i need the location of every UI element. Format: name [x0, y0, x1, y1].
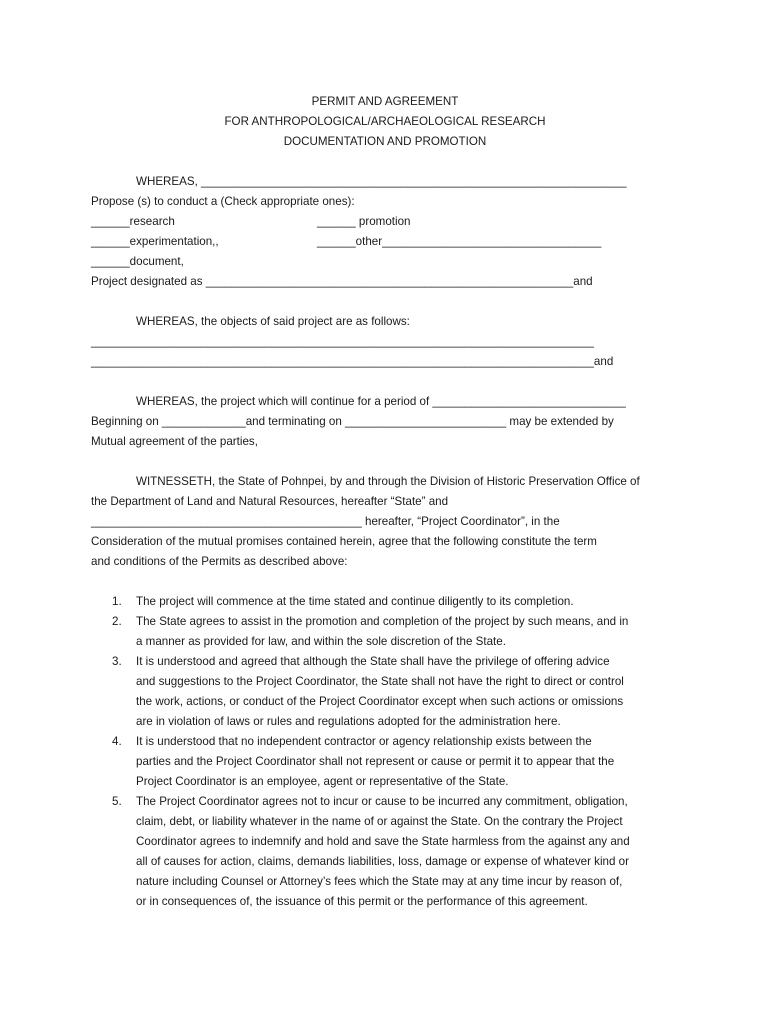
objects-blank-1: ______________________________________________________________________________: [91, 335, 594, 348]
whereas-dates: Beginning on _____________and terminating on _________________________ may be extended by: [91, 415, 614, 428]
item-line: It is understood and agreed that although the State shall have the privilege of offering advice: [136, 655, 610, 668]
option-promotion: ______ promotion: [317, 215, 411, 228]
item-line: or in consequences of, the issuance of this permit or the performance of this agreement.: [136, 895, 588, 908]
item-line: nature including Counsel or Attorney’s fees which the State may at any time incur by reason of,: [136, 875, 623, 888]
item-number: 3.: [112, 655, 122, 668]
title-line-1: PERMIT AND AGREEMENT: [311, 95, 459, 108]
title-line-2: FOR ANTHROPOLOGICAL/ARCHAEOLOGICAL RESEARCH: [224, 115, 546, 128]
item-line: parties and the Project Coordinator shall not represent or cause or permit it to appear that the: [136, 755, 615, 768]
item-line: and suggestions to the Project Coordinator, the State shall not have the right to direct or control: [136, 675, 624, 688]
option-document: ______document,: [91, 255, 184, 268]
witness-line-3: __________________________________________ hereafter, “Project Coordinator”, in the: [91, 515, 560, 528]
item-number: 2.: [112, 615, 122, 628]
item-number: 4.: [112, 735, 122, 748]
item-line: It is understood that no independent contractor or agency relationship exists between the: [136, 735, 592, 748]
item-line: a manner as provided for law, and within the sole discretion of the State.: [136, 635, 506, 648]
whereas-objects: WHEREAS, the objects of said project are as follows:: [136, 315, 410, 328]
item-number: 1.: [112, 595, 122, 608]
whereas-applicant: WHEREAS, __________________________________________________________________: [136, 175, 627, 188]
whereas-period: WHEREAS, the project which will continue for a period of ______________________________: [136, 395, 626, 408]
item-line: The project will commence at the time stated and continue diligently to its completion.: [136, 595, 574, 608]
item-line: The State agrees to assist in the promotion and completion of the project by such means, and in: [136, 615, 629, 628]
title-line-3: DOCUMENTATION AND PROMOTION: [283, 135, 487, 148]
objects-blank-2: ______________________________________________________________________________and: [91, 355, 614, 368]
item-line: all of causes for action, claims, demands liabilities, loss, damage or expense of whatever kind or: [136, 855, 629, 868]
item-line: the work, actions, or conduct of the Project Coordinator except when such actions or omissions: [136, 695, 624, 708]
whereas-mutual: Mutual agreement of the parties,: [91, 435, 258, 448]
item-line: The Project Coordinator agrees not to incur or cause to be incurred any commitment, obligation,: [136, 795, 628, 808]
item-number: 5.: [112, 795, 122, 808]
project-designated: Project designated as _________________________________________________________and: [91, 275, 593, 288]
option-experimentation: ______experimentation,,: [91, 235, 219, 248]
item-line: Coordinator agrees to indemnify and hold and save the State harmless from the against any and: [136, 835, 630, 848]
item-line: are in violation of laws or rules and regulations adopted for the administration here.: [136, 715, 561, 728]
option-other: ______other__________________________________: [317, 235, 602, 248]
item-line: Project Coordinator is an employee, agent or representative of the State.: [136, 775, 509, 788]
witness-line-5: and conditions of the Permits as described above:: [91, 555, 348, 568]
option-research: ______research: [91, 215, 175, 228]
item-line: claim, debt, or liability whatever in the name of or against the State. On the contrary the Project: [136, 815, 623, 828]
witness-line-2: the Department of Land and Natural Resources, hereafter “State” and: [91, 495, 449, 508]
propose-text: Propose (s) to conduct a (Check appropriate ones):: [91, 195, 355, 208]
witness-line-4: Consideration of the mutual promises contained herein, agree that the following constitute the term: [91, 535, 597, 548]
witness-line-1: WITNESSETH, the State of Pohnpei, by and through the Division of Historic Preservation Office of: [136, 475, 640, 488]
